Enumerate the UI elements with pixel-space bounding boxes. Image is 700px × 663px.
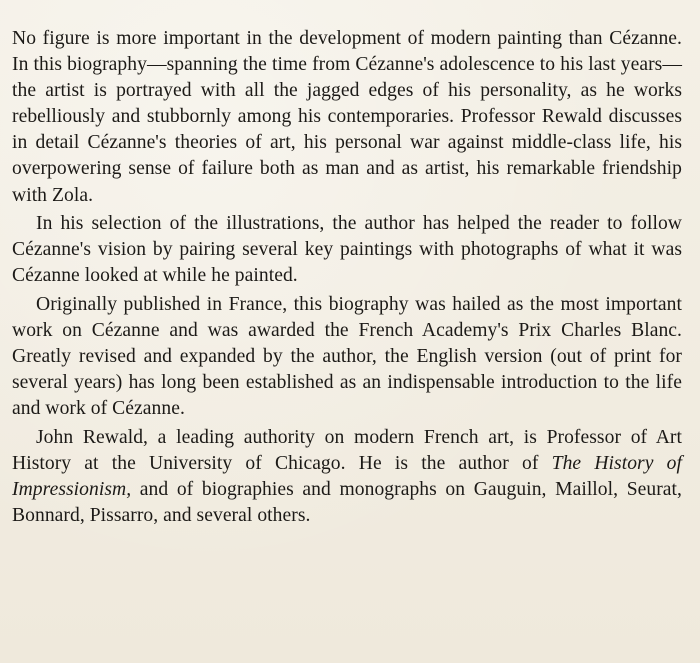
paragraph-author-bio (12, 425, 682, 529)
jacket-blurb (12, 26, 682, 529)
paragraph-intro: No figure is more important in the development of modern painting than Cézanne. In this biography—spanning the time from Cézanne's adolescence to his last years—the artist is portrayed with all the jagged edges of his personality, as he works rebelliously and stubbornly among his contemporaries. Professor Rewald discusses in detail Cézanne's theories of art, his personal war against middle-class life, his overpowering sense of failure both as man and as artist, his remarkable friendship with Zola. (12, 28, 682, 206)
paragraph-publication-history: Originally published in France, this biography was hailed as the most important work on Cézanne and was awarded the French Academy's Prix Charles Blanc. Greatly revised and expanded by the author, the English version (out of print for several years) has long been established as an indispensable introduction to the life and work of Cézanne. (12, 293, 682, 420)
paragraph-illustrations: In his selection of the illustrations, the author has helped the reader to follow Cézanne's vision by pairing several key paintings with photographs of what it was Cézanne looked at while he painted. (12, 213, 682, 287)
author-bio-text-start: John Rewald, a leading authority on modern French art, is Professor of Art History at the University of Chicago. He is the author of (12, 426, 682, 474)
book-title-italic: The History of Impressionism, (12, 453, 682, 501)
author-bio-text-end: and of biographies and monographs on Gauguin, Maillol, Seurat, Bonnard, Pissarro, and several others. (12, 479, 682, 527)
